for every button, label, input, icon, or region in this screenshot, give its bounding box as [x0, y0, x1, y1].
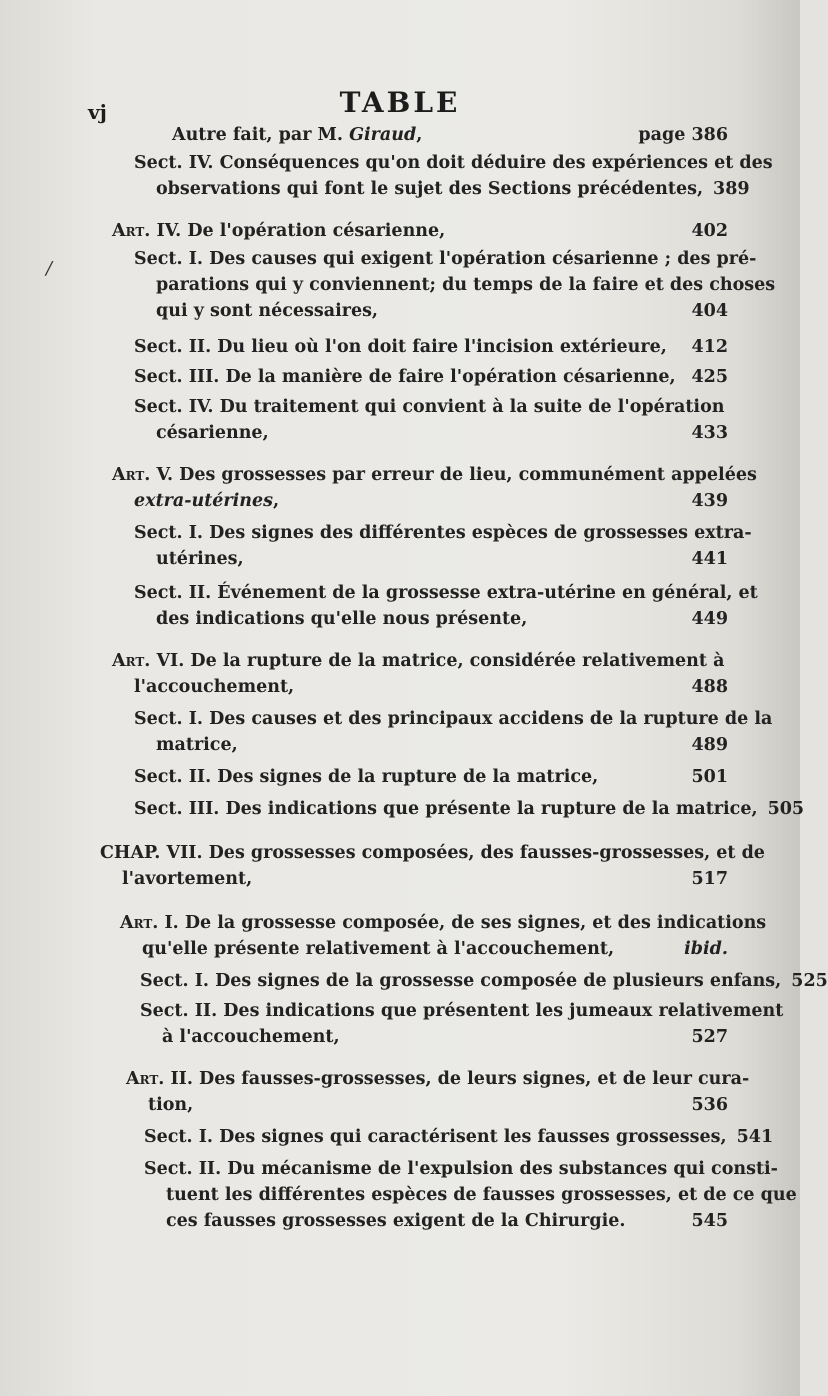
toc-entry: [134, 580, 758, 632]
toc-line: [100, 840, 765, 866]
toc-entry-text: Sect. III. De la manière de faire l'opération césarienne,: [134, 367, 676, 387]
toc-entry: [134, 796, 805, 822]
toc-entry-text: tuent les différentes espèces de fausses grossesses, et de ce que: [166, 1185, 797, 1205]
toc-entry-text: Art. I. De la grossesse composée, de ses signes, et des indications: [120, 913, 767, 933]
toc-line: [134, 298, 728, 324]
toc-entry-text: Sect. I. Des signes qui caractérisent les fausses grossesses,: [144, 1127, 727, 1147]
toc-entry: [144, 1156, 797, 1234]
toc-entry-text: utérines,: [156, 549, 244, 569]
toc-line: [134, 394, 728, 420]
toc-line: [126, 1092, 728, 1118]
toc-page-number: 517: [691, 869, 728, 889]
toc-entry-text: qu'elle présente relativement à l'accouchement,: [142, 939, 615, 959]
toc-entry-text: Sect. III. Des indications que présente la rupture de la matrice,: [134, 799, 758, 819]
toc-entry-text: des indications qu'elle nous présente,: [156, 609, 528, 629]
toc-entry-text: Sect. IV. Du traitement qui convient à la suite de l'opération: [134, 397, 725, 417]
toc-entry: [112, 218, 728, 244]
toc-line: [144, 1124, 774, 1150]
toc-line: [172, 122, 728, 148]
toc-line: [112, 218, 728, 244]
toc-entry-text: Art. II. Des fausses-grossesses, de leurs signes, et de leur cura-: [126, 1069, 750, 1089]
toc-line: [134, 246, 757, 272]
toc-entry-text: Sect. II. Des indications que présentent les jumeaux relativement: [140, 1001, 784, 1021]
toc-entry: [134, 520, 752, 572]
toc-entry: [134, 394, 728, 446]
toc-entry-text: à l'accouchement,: [162, 1027, 340, 1047]
toc-page-number: 389: [713, 179, 750, 199]
toc-entry-text: Autre fait, par M. Giraud,: [172, 125, 423, 145]
toc-entry: [134, 334, 728, 360]
toc-entry: [134, 246, 776, 324]
toc-entry-text: CHAP. VII. Des grossesses composées, des fausses-grossesses, et de: [100, 843, 765, 863]
toc-entry: [140, 968, 828, 994]
toc-page-number: 536: [691, 1095, 728, 1115]
toc-entry-text: l'accouchement,: [134, 677, 295, 697]
toc-line: [134, 764, 728, 790]
toc-page-number: 412: [691, 337, 728, 357]
toc-line: [140, 998, 784, 1024]
toc-page-number: 505: [767, 799, 805, 819]
toc-entry: [134, 364, 728, 390]
toc-line: [112, 462, 757, 488]
toc-entry-text: matrice,: [156, 735, 238, 755]
running-title: TABLE: [339, 86, 461, 119]
toc-entry: [100, 840, 765, 892]
toc-page-number: 449: [691, 609, 728, 629]
page-folio: vj: [88, 100, 107, 124]
toc-line: [140, 968, 828, 994]
toc-entry-text: Sect. II. Du mécanisme de l'expulsion des substances qui consti-: [144, 1159, 778, 1179]
toc-line: [112, 674, 728, 700]
toc-entry: [134, 706, 773, 758]
toc-entry: [112, 462, 757, 514]
toc-line: [112, 488, 728, 514]
toc-line: [134, 732, 728, 758]
toc-entry-text: Sect. IV. Conséquences qu'on doit déduire des expériences et des: [134, 153, 773, 173]
toc-line: [134, 796, 805, 822]
toc-line: [134, 520, 752, 546]
toc-page-number: 525: [791, 971, 828, 991]
toc-page-number: 489: [691, 735, 728, 755]
toc-page-number: page 386: [638, 125, 728, 145]
toc-line: [144, 1156, 778, 1182]
toc-entry-text: Sect. I. Des causes qui exigent l'opération césarienne ; des pré-: [134, 249, 757, 269]
toc-line: [120, 910, 767, 936]
toc-page-number: 541: [736, 1127, 774, 1147]
toc-page-number: 488: [691, 677, 728, 697]
toc-line: [134, 420, 728, 446]
toc-line: [134, 334, 728, 360]
toc-entry: [120, 910, 767, 962]
toc-line: [144, 1182, 797, 1208]
toc-line: [100, 866, 728, 892]
toc-entry-text: observations qui font le sujet des Sections précédentes,: [156, 179, 704, 199]
toc-entry-text: ces fausses grossesses exigent de la Chirurgie.: [166, 1211, 626, 1231]
toc-entry-text: Sect. II. Du lieu où l'on doit faire l'incision extérieure,: [134, 337, 667, 357]
toc-page-number: 404: [691, 301, 728, 321]
toc-page-number: 527: [691, 1027, 728, 1047]
toc-entry: [144, 1124, 774, 1150]
toc-line: [134, 606, 728, 632]
toc-entry-text: Sect. II. Des signes de la rupture de la matrice,: [134, 767, 599, 787]
toc-line: [144, 1208, 728, 1234]
toc-line: [140, 1024, 728, 1050]
toc-entry-text: Sect. II. Événement de la grossesse extra-utérine en général, et: [134, 583, 758, 603]
toc-entry-text: Sect. I. Des signes de la grossesse composée de plusieurs enfans,: [140, 971, 782, 991]
toc-entry-text: Sect. I. Des signes des différentes espèces de grossesses extra-: [134, 523, 752, 543]
toc-page-number: ibid.: [684, 939, 728, 959]
toc-entry-text: Art. V. Des grossesses par erreur de lieu, communément appelées: [112, 465, 757, 485]
toc-page-number: 545: [691, 1211, 728, 1231]
toc-page-number: 433: [691, 423, 728, 443]
toc-page-number: 425: [691, 367, 728, 387]
toc-entry-text: l'avortement,: [122, 869, 253, 889]
toc-page-number: 441: [691, 549, 728, 569]
toc-line: [126, 1066, 750, 1092]
toc-entry: [126, 1066, 750, 1118]
toc-entry-text: qui y sont nécessaires,: [156, 301, 379, 321]
toc-line: [134, 706, 773, 732]
toc-entry: [112, 648, 728, 700]
toc-line: [134, 546, 728, 572]
toc-page-number: 402: [691, 221, 728, 241]
toc-entry-text: Art. IV. De l'opération césarienne,: [112, 221, 446, 241]
toc-line: [134, 176, 750, 202]
toc-entry-text: césarienne,: [156, 423, 269, 443]
toc-entry: [140, 998, 784, 1050]
toc-entry-text: parations qui y conviennent; du temps de la faire et des choses: [156, 275, 776, 295]
toc-line: [134, 272, 776, 298]
toc-entry: [134, 150, 773, 202]
toc-page-number: 439: [691, 491, 728, 511]
toc-line: [134, 150, 773, 176]
margin-mark: /: [46, 258, 53, 279]
toc-entry: [172, 122, 728, 148]
toc-entry-text: Sect. I. Des causes et des principaux accidens de la rupture de la: [134, 709, 773, 729]
toc-entry-text: tion,: [148, 1095, 194, 1115]
toc-page-number: 501: [691, 767, 728, 787]
toc-line: [134, 580, 758, 606]
toc-line: [134, 364, 728, 390]
toc-line: [120, 936, 728, 962]
toc-entry: [134, 764, 728, 790]
toc-entry-text: extra-utérines,: [134, 491, 280, 511]
toc-line: [112, 648, 728, 674]
toc-entry-text: Art. VI. De la rupture de la matrice, considérée relativement à: [112, 651, 725, 671]
